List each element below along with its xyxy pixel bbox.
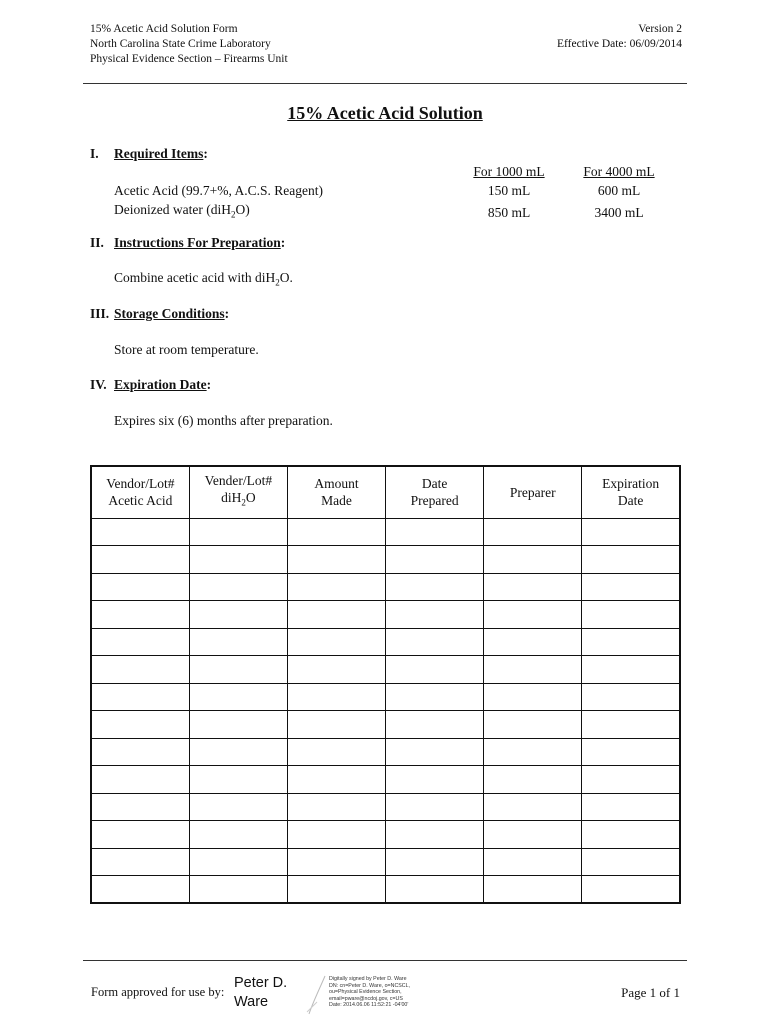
log-cell[interactable] [91,793,189,821]
log-cell[interactable] [386,656,484,684]
log-cell[interactable] [189,518,287,546]
log-cell[interactable] [386,793,484,821]
log-cell[interactable] [386,518,484,546]
log-cell[interactable] [288,711,386,739]
log-cell[interactable] [288,848,386,876]
log-cell[interactable] [189,656,287,684]
log-cell[interactable] [91,711,189,739]
col-date-prepared: Date Prepared [386,466,484,518]
log-row [91,821,680,849]
item-amount-1000: 150 mL [487,183,531,198]
section-expiration: IV. Expiration Date: [90,377,212,392]
log-cell[interactable] [189,766,287,794]
section-storage: III. Storage Conditions: [90,306,230,321]
log-cell[interactable] [582,573,680,601]
log-cell[interactable] [189,793,287,821]
log-cell[interactable] [484,876,582,904]
log-cell[interactable] [189,683,287,711]
log-cell[interactable] [386,573,484,601]
col-vendor-water: Vender/Lot# diH$_2$O [189,466,287,518]
log-cell[interactable] [288,546,386,574]
log-row [91,546,680,574]
col-preparer: Preparer [484,466,582,518]
log-cell[interactable] [386,821,484,849]
log-cell[interactable] [484,573,582,601]
required-item-row [114,181,674,200]
version: Version 2 [638,23,682,35]
item-amount-1000: 850 mL [487,204,531,220]
footer-divider [83,960,687,961]
signature-mark-icon [305,972,329,1016]
col-header-4000: For 4000 mL [583,163,655,179]
log-cell[interactable] [582,821,680,849]
log-cell[interactable] [189,821,287,849]
col-amount-made: Amount Made [288,466,386,518]
log-cell[interactable] [91,546,189,574]
log-cell[interactable] [484,738,582,766]
header-right [557,22,682,52]
log-cell[interactable] [288,738,386,766]
log-cell[interactable] [189,711,287,739]
item-amount-4000: 3400 mL [594,204,644,220]
log-cell[interactable] [91,518,189,546]
log-cell[interactable] [484,766,582,794]
log-row [91,601,680,629]
log-cell[interactable] [189,848,287,876]
item-amount-4000: 600 mL [597,183,641,198]
log-cell[interactable] [386,628,484,656]
log-cell[interactable] [386,601,484,629]
log-row [91,738,680,766]
col-vendor-acetic: Vendor/Lot# Acetic Acid [91,466,189,518]
log-row [91,766,680,794]
log-cell[interactable] [582,876,680,904]
log-cell[interactable] [484,518,582,546]
log-cell[interactable] [91,766,189,794]
log-cell[interactable] [91,848,189,876]
log-cell[interactable] [484,683,582,711]
log-cell[interactable] [288,573,386,601]
digital-signature-details: Digitally signed by Peter D. Ware DN: cn=Peter D. Ware, o=NCSCL, ou=Physical Evidence Section, email=pware@ncdoj.gov, c=US Date: 2014.06.06 11:52:21 -04'00' [329,976,411,1009]
log-row [91,518,680,546]
log-row [91,848,680,876]
header-left [90,22,288,67]
log-cell[interactable] [288,683,386,711]
laboratory-name: North Carolina State Crime Laboratory [90,38,271,50]
log-cell[interactable] [91,601,189,629]
storage-text: Store at room temperature. [114,342,259,357]
log-cell[interactable] [288,656,386,684]
page-number: Page 1 of 1 [621,985,680,1000]
log-row [91,656,680,684]
log-cell[interactable] [189,601,287,629]
expiration-text: Expires six (6) months after preparation. [114,413,333,428]
log-cell[interactable] [484,656,582,684]
log-cell[interactable] [582,546,680,574]
log-cell[interactable] [582,738,680,766]
log-cell[interactable] [288,793,386,821]
log-cell[interactable] [386,876,484,904]
effective-date: Effective Date: 06/09/2014 [557,38,682,50]
log-cell[interactable] [582,628,680,656]
log-cell[interactable] [582,601,680,629]
log-cell[interactable] [288,876,386,904]
log-cell[interactable] [91,738,189,766]
log-cell[interactable] [386,546,484,574]
log-row [91,711,680,739]
required-items-table [114,162,674,225]
log-cell[interactable] [91,656,189,684]
log-cell[interactable] [189,738,287,766]
log-cell[interactable] [386,683,484,711]
required-items-header-row [114,162,674,181]
log-header-row [91,466,680,518]
log-cell[interactable] [288,601,386,629]
log-cell[interactable] [484,711,582,739]
log-cell[interactable] [189,628,287,656]
log-cell[interactable] [91,628,189,656]
section-unit: Physical Evidence Section – Firearms Unit [90,53,288,65]
log-cell[interactable] [189,573,287,601]
log-cell[interactable] [288,628,386,656]
log-cell[interactable] [386,738,484,766]
log-cell[interactable] [189,546,287,574]
section-instructions: II. Instructions For Preparation: [90,235,286,250]
log-row [91,683,680,711]
log-cell[interactable] [484,821,582,849]
log-cell[interactable] [484,601,582,629]
section-required-items: I. Required Items: [90,146,208,161]
form-name: 15% Acetic Acid Solution Form [90,23,238,35]
log-cell[interactable] [189,876,287,904]
log-cell[interactable] [288,518,386,546]
item-name: Deionized water (diH$_2$O) [114,202,250,220]
log-cell[interactable] [484,546,582,574]
page-title: 15% Acetic Acid Solution [287,103,483,123]
col-expiration-date: Expiration Date [582,466,680,518]
log-cell[interactable] [582,518,680,546]
log-cell[interactable] [386,766,484,794]
log-cell[interactable] [582,793,680,821]
required-item-row [114,200,674,225]
log-cell[interactable] [582,656,680,684]
item-name: Acetic Acid (99.7+%, A.C.S. Reagent) [114,183,323,198]
log-cell[interactable] [288,821,386,849]
log-cell[interactable] [582,766,680,794]
log-cell[interactable] [386,848,484,876]
log-cell[interactable] [484,848,582,876]
log-cell[interactable] [386,711,484,739]
log-row [91,793,680,821]
log-cell[interactable] [484,628,582,656]
log-row [91,876,680,904]
log-cell[interactable] [582,711,680,739]
approved-label: Form approved for use by: [91,985,225,999]
log-cell[interactable] [484,793,582,821]
log-cell[interactable] [582,683,680,711]
log-row [91,628,680,656]
log-cell[interactable] [91,573,189,601]
signer-name: Peter D. Ware [234,975,288,1010]
col-header-1000: For 1000 mL [473,163,545,179]
log-cell[interactable] [91,821,189,849]
header-divider [83,83,687,84]
preparation-log-table [90,465,681,904]
log-row [91,573,680,601]
instructions-text: Combine acetic acid with diH$_2$O. [114,270,293,288]
log-body [91,518,680,903]
log-cell[interactable] [91,683,189,711]
log-cell[interactable] [91,876,189,904]
log-cell[interactable] [288,766,386,794]
log-cell[interactable] [582,848,680,876]
